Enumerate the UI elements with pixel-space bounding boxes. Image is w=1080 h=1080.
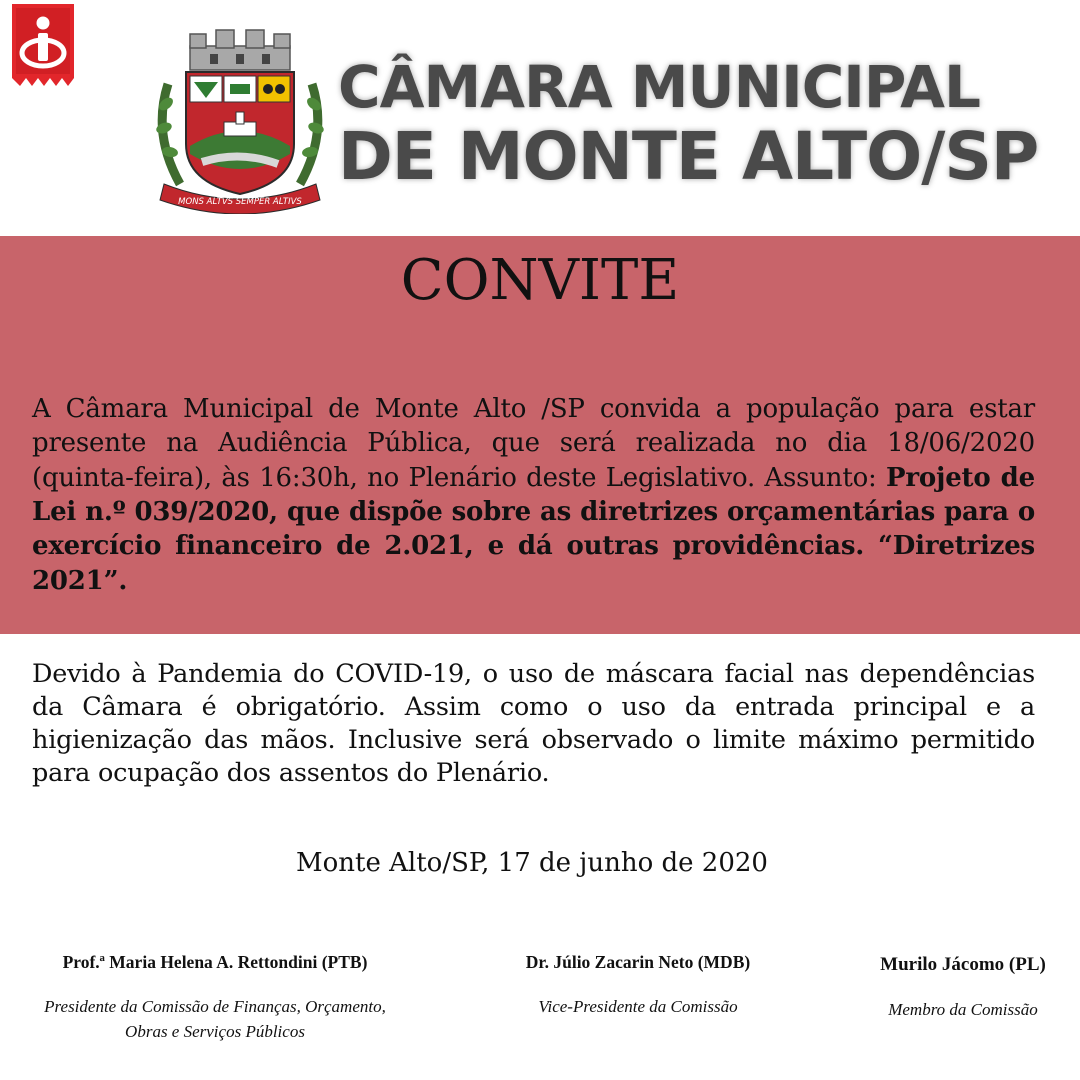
signatory-role bbox=[0, 995, 430, 1044]
signatory-name: Murilo Jácomo (PL) bbox=[880, 954, 1046, 975]
invitation-subject: Projeto de Lei n.º 039/2020, que dispõe sobre as diretrizes orçamentárias para o exercício financeiro de 2.021, e dá outras providências. “Diretrizes 2021”. bbox=[32, 462, 1036, 596]
title-line-2: DE MONTE ALTO/SP bbox=[338, 118, 1039, 195]
signatory-president bbox=[0, 952, 430, 1044]
covid-notice: Devido à Pandemia do COVID-19, o uso de máscara facial nas dependências da Câmara é obrigatório. Assim como o uso da entrada principal e a higienização das mãos. Inclusive será observado o limite máximo permitido para ocupação dos assentos do Plenário. bbox=[32, 659, 1035, 789]
crest-motto: MONS ALTVS SEMPER ALTIVS bbox=[178, 197, 302, 207]
page-title bbox=[338, 53, 1039, 195]
signatory-member bbox=[846, 952, 1080, 1023]
invitation-heading: CONVITE bbox=[400, 248, 680, 313]
signatory-role: Vice-Presidente da Comissão bbox=[538, 997, 738, 1016]
header bbox=[0, 0, 1080, 236]
signatory-name: Prof.ª Maria Helena A. Rettondini (PTB) bbox=[62, 952, 368, 972]
invitation-text bbox=[32, 392, 1035, 598]
signatory-role: Membro da Comissão bbox=[888, 1000, 1038, 1019]
signatory-role-line: Presidente da Comissão de Finanças, Orçamento, bbox=[44, 997, 386, 1016]
invitation-intro: A Câmara Municipal de Monte Alto /SP convida a população para estar presente na Audiência Pública, que será realizada no dia 18/06/2020 (quinta-feira), às 16:30h, no Plenário deste Legislativo. Assunto: bbox=[32, 394, 1035, 493]
title-line-1: CÂMARA MUNICIPAL bbox=[338, 53, 980, 121]
place-date: Monte Alto/SP, 17 de junho de 2020 bbox=[296, 848, 768, 878]
signatory-role-line: Obras e Serviços Públicos bbox=[125, 1021, 305, 1041]
municipal-crest bbox=[150, 24, 330, 214]
signatory-name: Dr. Júlio Zacarin Neto (MDB) bbox=[525, 952, 751, 972]
signatory-vice-president bbox=[478, 952, 798, 1020]
